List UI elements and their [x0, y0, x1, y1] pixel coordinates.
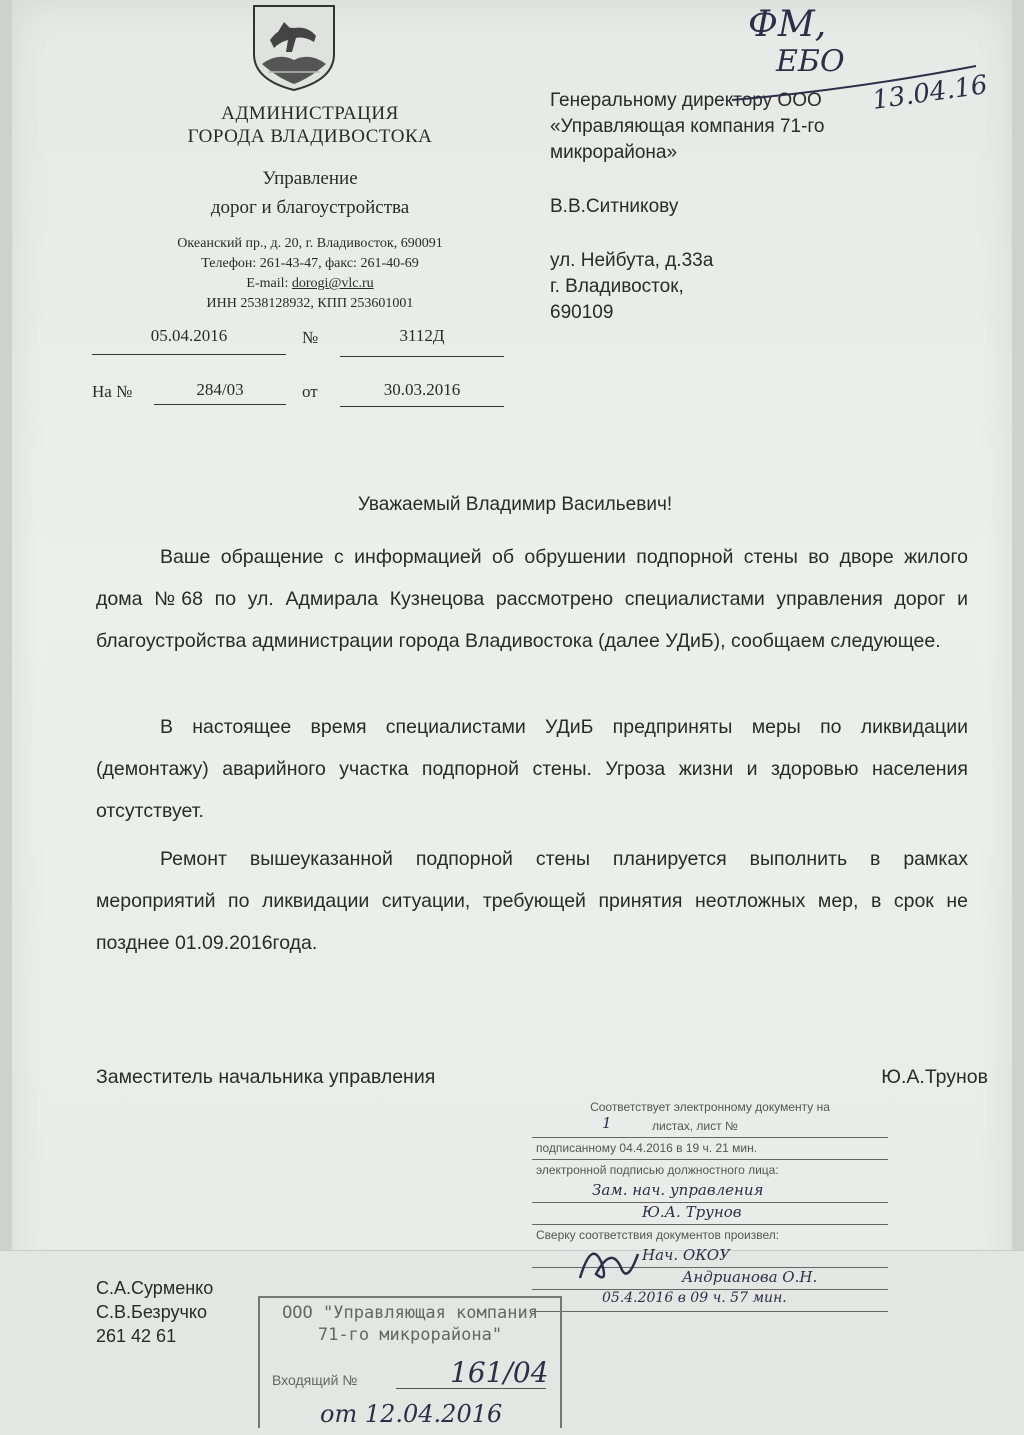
reply-number: 284/03: [154, 380, 286, 405]
paragraph-3: Ремонт вышеуказанной подпорной стены планируется выполнить в рамках мероприятий по ликвидации ситуации, требующей принятия неотложных мер, в срок не позднее 01.09.2016года.: [96, 848, 968, 954]
incoming-org-line-2: 71-го микрорайона": [317, 1325, 503, 1345]
organization-name: [120, 102, 500, 148]
stamp-row-5: [532, 1183, 888, 1203]
incoming-number-label: Входящий №: [272, 1372, 358, 1388]
handwritten-note-2: ЕБО: [776, 44, 845, 79]
stamp-esign-label: электронной подписью должностного лица:: [536, 1163, 779, 1177]
stamp-row-10: [532, 1292, 888, 1312]
incoming-org-line-1: ООО "Управляющая компания: [282, 1303, 538, 1323]
incoming-number: 161/04: [450, 1356, 549, 1389]
org-address: Океанский пр., д. 20, г. Владивосток, 690091: [177, 236, 443, 251]
greeting: Уважаемый Владимир Васильевич!: [357, 494, 673, 515]
stamp-checker-name: Андрианова О.Н.: [682, 1268, 818, 1286]
org-inn: ИНН 2538128932, КПП 253601001: [206, 296, 414, 311]
stamp-checked-datetime: 05.4.2016 в 09 ч. 57 мин.: [602, 1290, 787, 1306]
org-email-row: [110, 274, 510, 294]
org-line-1: АДМИНИСТРАЦИЯ: [221, 103, 399, 124]
email-label: E-mail:: [246, 276, 292, 291]
stamp-signer-position: Зам. нач. управления: [592, 1181, 764, 1199]
stamp-row-4: [532, 1162, 888, 1181]
stamp-sheets-count: 1: [602, 1114, 612, 1132]
stamp-sheet-label: листах, лист №: [652, 1119, 738, 1133]
signer-name: Ю.А.Трунов: [881, 1066, 988, 1088]
executor-phone: 261 42 61: [96, 1326, 177, 1346]
org-phone: Телефон: 261-43-47, факс: 261-40-69: [201, 256, 419, 271]
department-name: [120, 164, 500, 222]
stamp-row-2: [532, 1114, 888, 1138]
handwritten-note-1: ФМ,: [748, 4, 827, 45]
incoming-date: от 12.04.2016: [320, 1400, 503, 1428]
executors-block: [96, 1276, 213, 1348]
stamp-signer-name: Ю.А. Трунов: [642, 1203, 742, 1221]
contact-block: [110, 234, 510, 314]
stamp-row-3: [532, 1140, 888, 1160]
city-crest-icon: [248, 2, 340, 92]
stamp-line-1: Соответствует электронному документу на: [590, 1100, 830, 1114]
signer-position: Заместитель начальника управления: [96, 1066, 436, 1088]
addressee-city: г. Владивосток,: [550, 276, 684, 297]
handwritten-signature-icon: [572, 1234, 642, 1294]
addressee-line-3: микрорайона»: [550, 142, 678, 163]
outgoing-number: 3112Д: [340, 326, 504, 357]
paragraph-2: В настоящее время специалистами УДиБ предприняты меры по ликвидации (демонтажу) аварийного участка подпорной стены. Угроза жизни и здоровью населения отсутствует.: [96, 716, 968, 822]
handwritten-received-date: 13.04.16: [870, 70, 990, 116]
stamp-checked-label: Сверку соответствия документов произвел:: [536, 1228, 780, 1242]
handwritten-strike-icon: [730, 60, 980, 120]
addressee-name: В.В.Ситникову: [550, 196, 679, 217]
addressee-street: ул. Нейбута, д.33а: [550, 250, 714, 271]
org-line-2: ГОРОДА ВЛАДИВОСТОКА: [187, 126, 433, 147]
org-email-link[interactable]: dorogi@vlc.ru: [291, 276, 374, 291]
paragraph-1: Ваше обращение с информацией об обрушении подпорной стены во дворе жилого дома №68 по ул. Адмирала Кузнецова рассмотрено специалистами управления дорог и благоустройства администрации города Владивостока (далее УДиБ), сообщаем следующее.: [96, 546, 968, 652]
outgoing-date: 05.04.2016: [92, 326, 286, 355]
stamp-signed-datetime: подписанному 04.4.2016 в 19 ч. 21 мин.: [536, 1141, 758, 1155]
addressee-block: [550, 88, 970, 326]
reply-label: На №: [92, 382, 133, 401]
stamp-row-6: [532, 1205, 888, 1225]
executor-2: С.В.Безручко: [96, 1302, 207, 1322]
dept-line-1: Управление: [262, 168, 358, 189]
number-label: №: [302, 328, 319, 347]
from-label: от: [302, 382, 318, 401]
stamp-checker-position: Нач. ОКОУ: [642, 1246, 730, 1264]
dept-line-2: дорог и благоустройства: [210, 197, 410, 218]
executor-1: С.А.Сурменко: [96, 1278, 214, 1298]
addressee-line-1: Генеральному директору ООО: [550, 90, 822, 111]
addressee-zip: 690109: [550, 302, 614, 323]
addressee-line-2: «Управляющая компания 71-го: [550, 116, 825, 137]
reply-date: 30.03.2016: [340, 380, 504, 407]
